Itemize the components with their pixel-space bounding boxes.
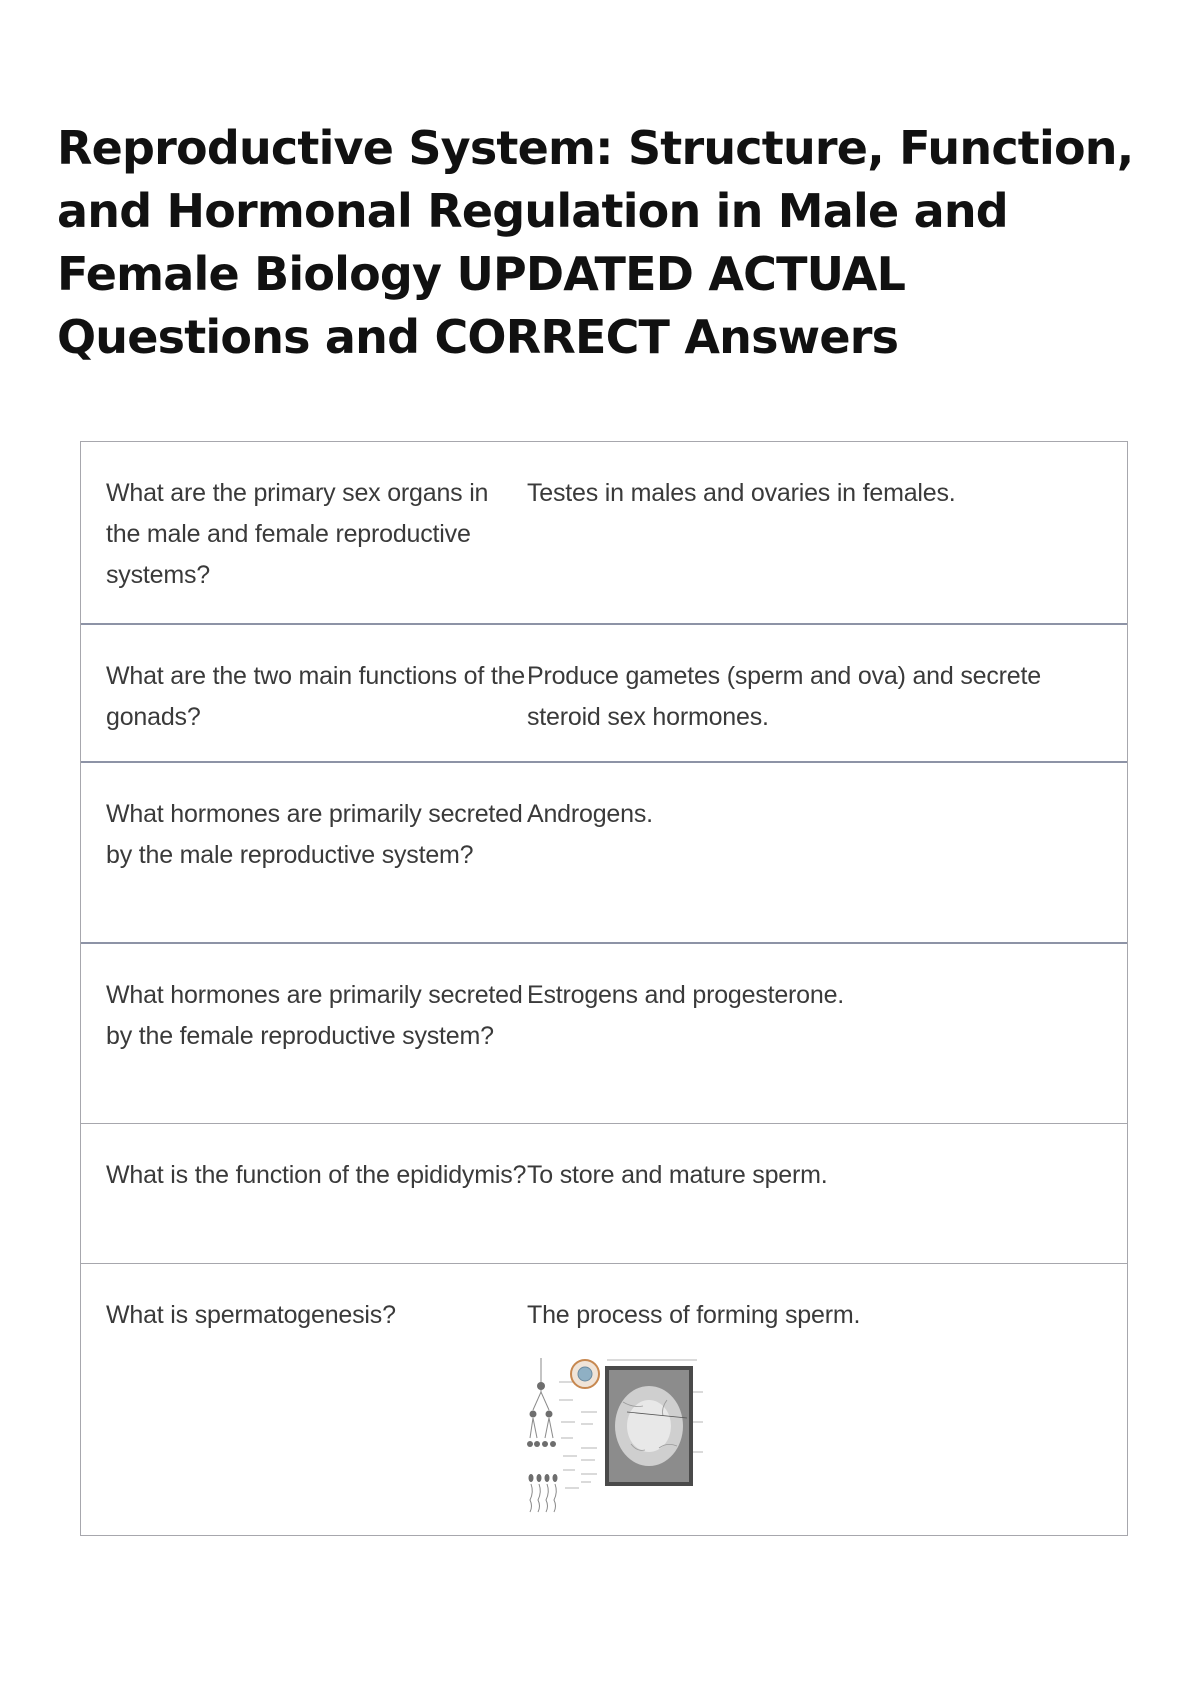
question-cell: What are the primary sex organs in the male and female reproductive systems? [106,479,489,589]
answer-cell: Testes in males and ovaries in females. [527,479,956,507]
question-cell: What hormones are primarily secreted by the female reproductive system? [106,981,523,1050]
table-row [81,1123,1127,1263]
answer-cell: To store and mature sperm. [527,1161,828,1189]
table-row [81,761,1127,942]
answer-cell: Androgens. [527,800,653,828]
answer-cell: Estrogens and progesterone. [527,981,845,1009]
table-row [81,623,1127,761]
question-cell: What are the two main functions of the gonads? [106,662,526,731]
page-title: Reproductive System: Structure, Function, and Hormonal Regulation in Male and Female Biology UPDATED ACTUAL Questions and CORRECT Answers [57,121,1134,364]
question-cell: What is the function of the epididymis? [106,1161,527,1189]
spermatogenesis-diagram [527,1352,707,1518]
table-row [81,1263,1127,1535]
question-cell: What is spermatogenesis? [106,1301,396,1329]
answer-cell [527,1264,1127,1535]
table-row [81,442,1127,623]
answer-cell: Produce gametes (sperm and ova) and secrete steroid sex hormones. [527,662,1041,731]
question-cell: What hormones are primarily secreted by the male reproductive system? [106,800,523,869]
qa-table [80,441,1128,1536]
answer-text: The process of forming sperm. [527,1301,861,1329]
table-row [81,942,1127,1123]
